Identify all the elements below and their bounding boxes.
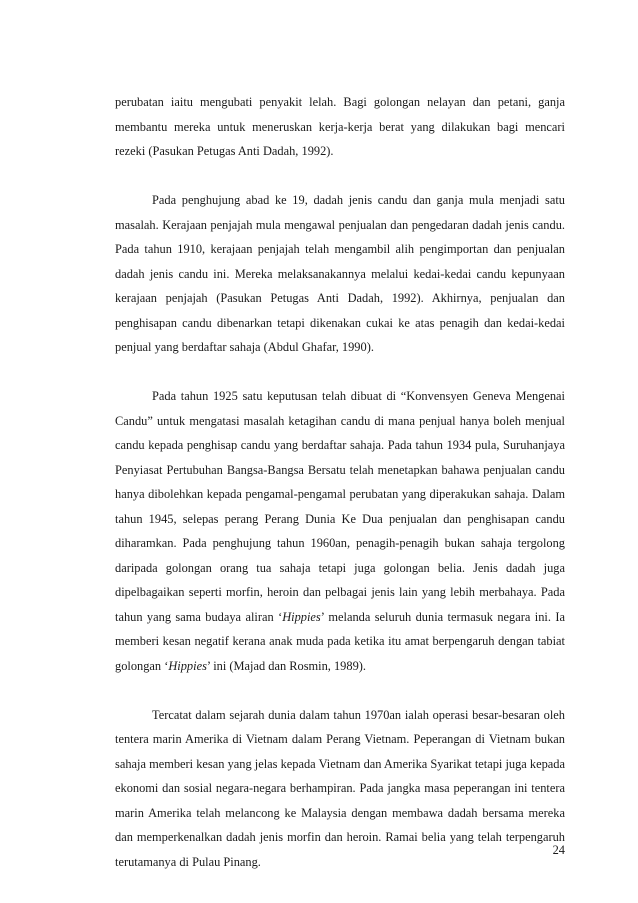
paragraph-3-text-a: Pada tahun 1925 satu keputusan telah dibuat di “Konvensyen Geneva Mengenai Candu” untuk mengatasi masalah ketagihan candu di mana penjual hanya boleh menjual candu kepada penghisap candu yang berdaftar sahaja. Pada tahun 1934 pula, Suruhanjaya Penyiasat Pertubuhan Bangsa-Bangsa Bersatu telah menetapkan bahawa penjualan candu hanya dibolehkan kepada pengamal-pengamal perubatan yang diperakukan sahaja. Dalam tahun 1945, selepas perang Perang Dunia Ke Dua penjualan dan penghisapan candu diharamkan. Pada penghujung tahun 1960an, penagih-penagih bukan sahaja tergolong daripada golongan orang tua sahaja tetapi juga golongan belia. Jenis dadah juga dipelbagaikan seperti morfin, heroin dan pelbagai jenis lain yang lebih merbahaya. Pada tahun yang sama budaya aliran ‘ [115, 389, 565, 624]
paragraph-3-italic-hippies-1: Hippies [282, 609, 321, 624]
paragraph-3-italic-hippies-2: Hippies [168, 658, 207, 673]
paragraph-3 [115, 384, 565, 678]
page-number: 24 [552, 843, 565, 857]
body-text [115, 90, 565, 874]
paragraph-3-text-c: ’ ini (Majad dan Rosmin, 1989). [206, 658, 366, 673]
paragraph-2: Pada penghujung abad ke 19, dadah jenis candu dan ganja mula menjadi satu masalah. Kerajaan penjajah mula mengawal penjualan dan pengedaran dadah jenis candu. Pada tahun 1910, kerajaan penjajah telah mengambil alih pengimportan dan penjualan dadah jenis candu ini. Mereka melaksanakannya melalui kedai-kedai candu kepunyaan kerajaan penjajah (Pasukan Petugas Anti Dadah, 1992). Akhirnya, penjualan dan penghisapan candu dibenarkan tetapi dikenakan cukai ke atas penagih dan kedai-kedai penjual yang berdaftar sahaja (Abdul Ghafar, 1990). [115, 193, 565, 354]
paragraph-4: Tercatat dalam sejarah dunia dalam tahun 1970an ialah operasi besar-besaran oleh tentera marin Amerika di Vietnam dalam Perang Vietnam. Peperangan di Vietnam bukan sahaja memberi kesan yang jelas kepada Vietnam dan Amerika Syarikat tetapi juga kepada ekonomi dan sosial negara-negara berhampiran. Pada jangka masa peperangan ini tentera marin Amerika telah melancong ke Malaysia dengan membawa dadah bersama mereka dan memperkenalkan dadah jenis morfin dan heroin. Ramai belia yang telah terpengaruh terutamanya di Pulau Pinang. [115, 707, 565, 869]
paragraph-3-text-b: ’ melanda seluruh dunia termasuk negara ini. Ia memberi kesan negatif kerana anak muda pada ketika itu amat berpengaruh dengan tabiat golongan ‘ [115, 609, 565, 673]
paragraph-1: perubatan iaitu mengubati penyakit lelah. Bagi golongan nelayan dan petani, ganja membantu mereka untuk meneruskan kerja-kerja berat yang dilakukan bagi mencari rezeki (Pasukan Petugas Anti Dadah, 1992). [115, 95, 565, 158]
